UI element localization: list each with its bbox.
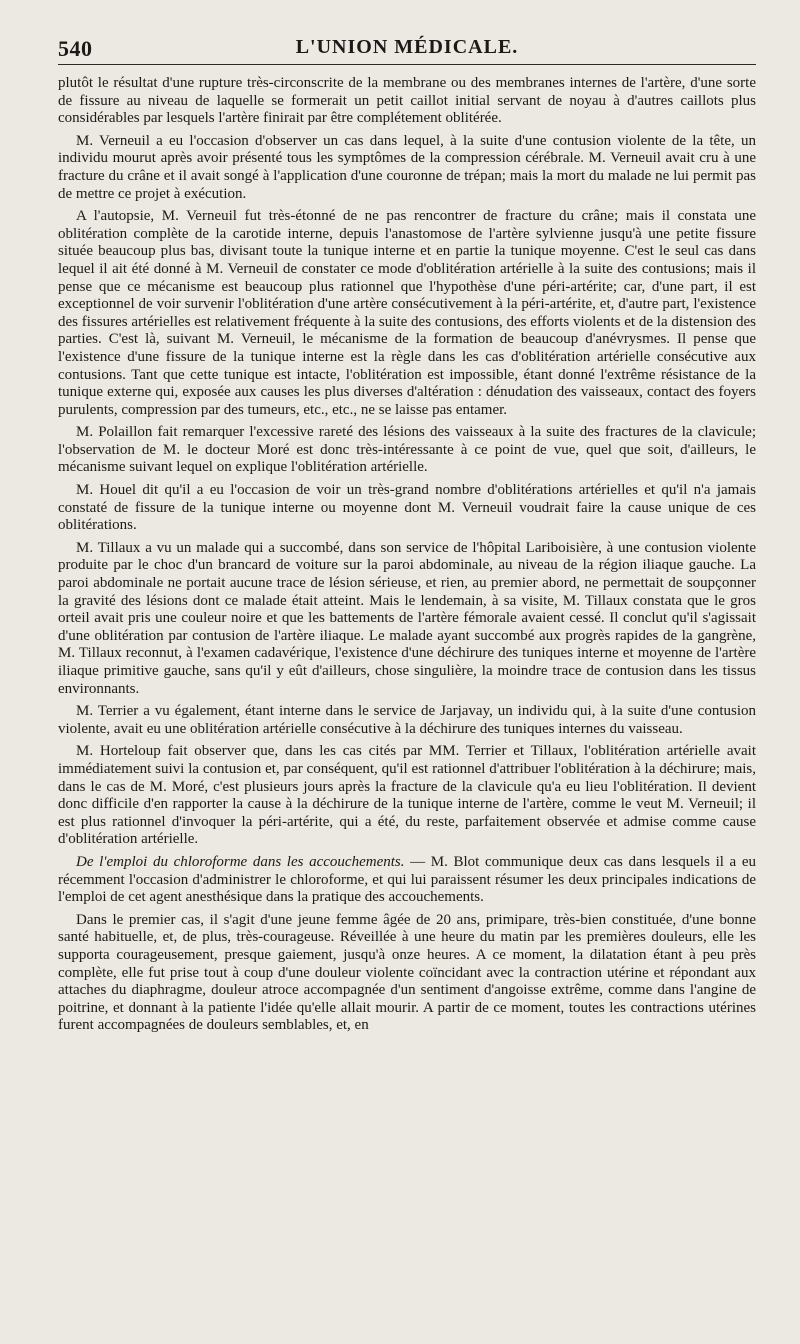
paragraph-7: M. Terrier a vu également, étant interne dans le service de Jarjavay, un individu qui, à la suite d'une contusion violente, avait eu une oblitération artérielle consécutive à la déchirure des tuniques internes du vaisseau. [58,703,756,737]
paragraph-6: M. Tillaux a vu un malade qui a succombé, dans son service de l'hôpital Lariboisière, à une contusion violente produite par le choc d'un brancard de voiture sur la paroi abdominale, au niveau de la région iliaque gauche. La paroi abdominale ne portait aucune trace de lésion sérieuse, et rien, au premier abord, ne permettait de soupçonner la gravité des lésions dont ce malade était atteint. Mais le lendemain, à sa visite, M. Tillaux constata que le gros orteil avait pris une couleur noire et que les battements de l'artère fémorale avaient cessé. Il conclut qu'il s'agissait d'une oblitération par contusion de l'artère iliaque. Le malade ayant succombé aux progrès rapides de la gangrène, M. Tillaux reconnut, à l'examen cadavérique, l'existence d'une déchirure des tuniques interne et moyenne de l'artère iliaque primitive gauche, sans qu'il y eût d'ailleurs, chose singulière, la moindre trace de contusion dans les tissus environnants. [58,539,756,697]
paragraph-5: M. Houel dit qu'il a eu l'occasion de voir un très-grand nombre d'oblitérations artérielles et qu'il n'a jamais constaté de fissure de la tunique interne ou moyenne dont M. Verneuil voudrait faire la cause unique de ces oblitérations. [58,482,756,534]
paragraph-9: Dans le premier cas, il s'agit d'une jeune femme âgée de 20 ans, primipare, très-bien constituée, d'une bonne santé habituelle, et, de plus, très-courageuse. Réveillée à une heure du matin par les premières douleurs, elle les supporta courageusement, presque gaiement, jusqu'à onze heures. A ce moment, la dilatation étant à peu près complète, elle fut prise tout à coup d'une douleur violente coïncidant avec la contraction utérine et répondant aux attaches du diaphragme, douleur atroce accompagnée d'un sentiment d'angoisse extrême, comme dans l'angine de poitrine, et donnant à la patiente l'idée qu'elle allait mourir. A partir de ce moment, toutes les contractions utérines furent accompagnées de douleurs semblables, et, en [58,911,756,1034]
page-number: 540 [58,36,93,61]
section-paragraph [58,854,756,907]
paragraph-2: M. Verneuil a eu l'occasion d'observer un cas dans lequel, à la suite d'une contusion violente de la tête, un individu mourut après avoir présenté tous les symptômes de la compression cérébrale. M. Verneuil avait cru à une fracture du crâne et il avait songé à l'application d'une couronne de trépan; mais la mort du malade ne lui permit pas de mettre ce projet à exécution. [58,132,756,202]
paragraph-8: M. Horteloup fait observer que, dans les cas cités par MM. Terrier et Tillaux, l'oblitération artérielle avait immédiatement suivi la contusion et, par conséquent, qu'il est rationnel d'attribuer l'oblitération à la déchirure; mais, dans le cas de M. Moré, c'est plusieurs jours après la fracture de la clavicule qu'a eu lieu l'oblitération. Il devient donc difficile d'en rapporter la cause à la déchirure de la tunique interne de l'artère, comme le veut M. Verneuil; il est plus rationnel d'invoquer la péri-artérite, qui a été, du reste, parfaitement observée et admise comme cause d'oblitération artérielle. [58,743,756,848]
running-title: L'UNION MÉDICALE. [295,36,519,58]
section-dash: — [404,853,431,870]
paragraph-4: M. Polaillon fait remarquer l'excessive rareté des lésions des vaisseaux à la suite des fractures de la clavicule; l'observation de M. le docteur Moré est donc très-intéressante à ce point de vue, quel que soit, d'ailleurs, le mécanisme suivant lequel on explique l'oblitération artérielle. [58,424,756,476]
section-text: M. Blot communique deux cas dans lesquels il a eu récemment l'occasion d'administrer le chloroforme, et qui lui paraissent résumer les deux principales indications de l'emploi de cet agent anesthésique dans la pratique des accouchements. [58,853,757,906]
paragraph-3: A l'autopsie, M. Verneuil fut très-étonné de ne pas rencontrer de fracture du crâne; mais il constata une oblitération complète de la carotide interne, depuis l'anastomose de l'artère sylvienne jusqu'à une petite fissure située beaucoup plus bas, divisant toute la tunique interne et en partie la tunique moyenne. C'est le seul cas dans lequel il ait été donné à M. Verneuil de constater ce mode d'oblitération artérielle à la suite des contusions; mais il pense que ce mécanisme est beaucoup plus rationnel que l'hypothèse d'une péri-artérite; car, d'une part, il est exceptionnel de voir survenir l'oblitération d'une artère consécutivement à la péri-artérite, et, d'autre part, l'existence des fissures artérielles est relativement fréquente à la suite des contusions, des efforts violents et de la distension des parties. C'est là, suivant M. Verneuil, le mécanisme de la formation de beaucoup d'anévrysmes. Il pense que l'existence d'une fissure de la tunique interne est la règle dans les cas d'oblitération artérielle consécutive aux contusions. Tant que cette tunique est intacte, l'oblitération est impossible, étant donné l'extrême résistance de la tunique externe qui, exposée aux causes les plus diverses d'altération : dénudation des vaisseaux, contact des foyers purulents, compression par des tumeurs, etc., etc., ne se laisse pas entamer. [58,208,756,418]
page-header [58,34,756,65]
section-title: De l'emploi du chloroforme dans les accouchements. [76,853,405,870]
paragraph-1: plutôt le résultat d'une rupture très-circonscrite de la membrane ou des membranes internes de l'artère, d'une sorte de fissure au niveau de laquelle se formerait un petit caillot initial servant de noyau à d'autres caillots plus considérables par lesquels l'artère finirait par être complétement oblitérée. [58,75,756,127]
article-body [58,75,756,1035]
